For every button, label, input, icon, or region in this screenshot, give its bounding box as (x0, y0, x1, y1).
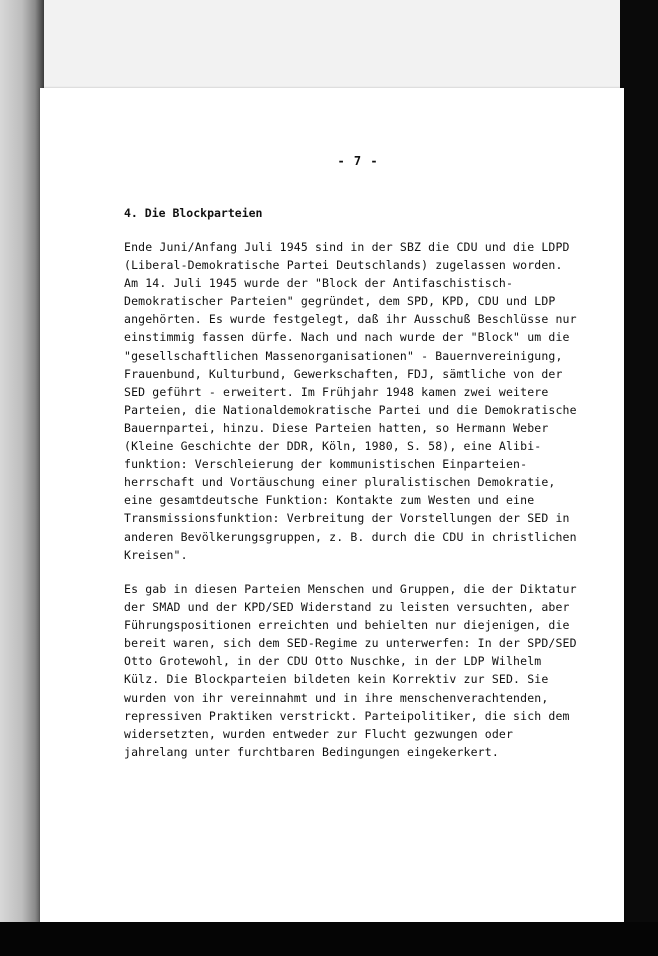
text-line: repressiven Praktiken verstrickt. Parteipolitiker, die sich dem (124, 708, 570, 723)
text-line: angehörten. Es wurde festgelegt, daß ihr Ausschuß Beschlüsse nur (124, 312, 577, 327)
text-line: Es gab in diesen Parteien Menschen und Gruppen, die der Diktatur (124, 582, 577, 596)
text-line: anderen Bevölkerungsgruppen, z. B. durch die CDU in christlichen (124, 529, 577, 544)
document-page (40, 88, 624, 924)
scan-background-top (0, 0, 658, 92)
section-heading: 4. Die Blockparteien (124, 206, 263, 220)
text-line: Külz. Die Blockparteien bildeten kein Korrektiv zur SED. Sie (124, 672, 549, 687)
text-line: eine gesamtdeutsche Funktion: Kontakte zum Westen und eine (124, 493, 535, 508)
text-line: (Kleine Geschichte der DDR, Köln, 1980, S. 58), eine Alibi- (124, 439, 542, 454)
page-number: - 7 - (337, 154, 379, 168)
text-line: Führungspositionen erreichten und behielten nur diejenigen, die (124, 618, 570, 633)
text-line: widersetzten, wurden entweder zur Flucht gezwungen oder (124, 726, 514, 741)
text-line: bereit waren, sich dem SED-Regime zu unterwerfen: In der SPD/SED (124, 636, 577, 651)
paragraph-2 (124, 580, 577, 761)
text-line: "gesellschaftlichen Massenorganisationen" - Bauernvereinigung, (124, 348, 563, 363)
text-line: wurden von ihr vereinnahmt und in ihre menschenverachtenden, (124, 690, 549, 705)
text-line: Transmissionsfunktion: Verbreitung der Vorstellungen der SED in (124, 511, 570, 526)
text-line: Parteien, die Nationaldemokratische Partei und die Demokratische (124, 402, 577, 417)
paragraph-1 (124, 238, 577, 564)
scan-left-edge (0, 0, 44, 956)
text-line: (Liberal-Demokratische Partei Deutschlands) zugelassen worden. (124, 258, 563, 273)
text-line: Demokratischer Parteien" gegründet, dem SPD, KPD, CDU und LDP (124, 294, 556, 309)
text-line: funktion: Verschleierung der kommunistischen Einparteien- (124, 457, 528, 472)
text-line: der SMAD und der KPD/SED Widerstand zu leisten versuchten, aber (124, 600, 570, 615)
scan-right-border (620, 0, 658, 956)
text-line: herrschaft und Vortäuschung einer pluralistischen Demokratie, (124, 475, 556, 490)
text-line: Bauernpartei, hinzu. Diese Parteien hatten, so Hermann Weber (124, 420, 549, 435)
text-line: Am 14. Juli 1945 wurde der "Block der Antifaschistisch- (124, 276, 514, 291)
text-line: Frauenbund, Kulturbund, Gewerkschaften, FDJ, sämtliche von der (124, 366, 563, 381)
scan-bottom-border (0, 922, 658, 956)
text-line: Otto Grotewohl, in der CDU Otto Nuschke, in der LDP Wilhelm (124, 654, 542, 669)
text-line: Kreisen". (124, 547, 188, 562)
text-line: SED geführt - erweitert. Im Frühjahr 1948 kamen zwei weitere (124, 384, 549, 399)
text-line: jahrelang unter furchtbaren Bedingungen eingekerkert. (124, 744, 499, 759)
text-line: Ende Juni/Anfang Juli 1945 sind in der SBZ die CDU und die LDPD (124, 240, 570, 254)
text-line: einstimmig fassen dürfe. Nach und nach wurde der "Block" um die (124, 330, 570, 345)
